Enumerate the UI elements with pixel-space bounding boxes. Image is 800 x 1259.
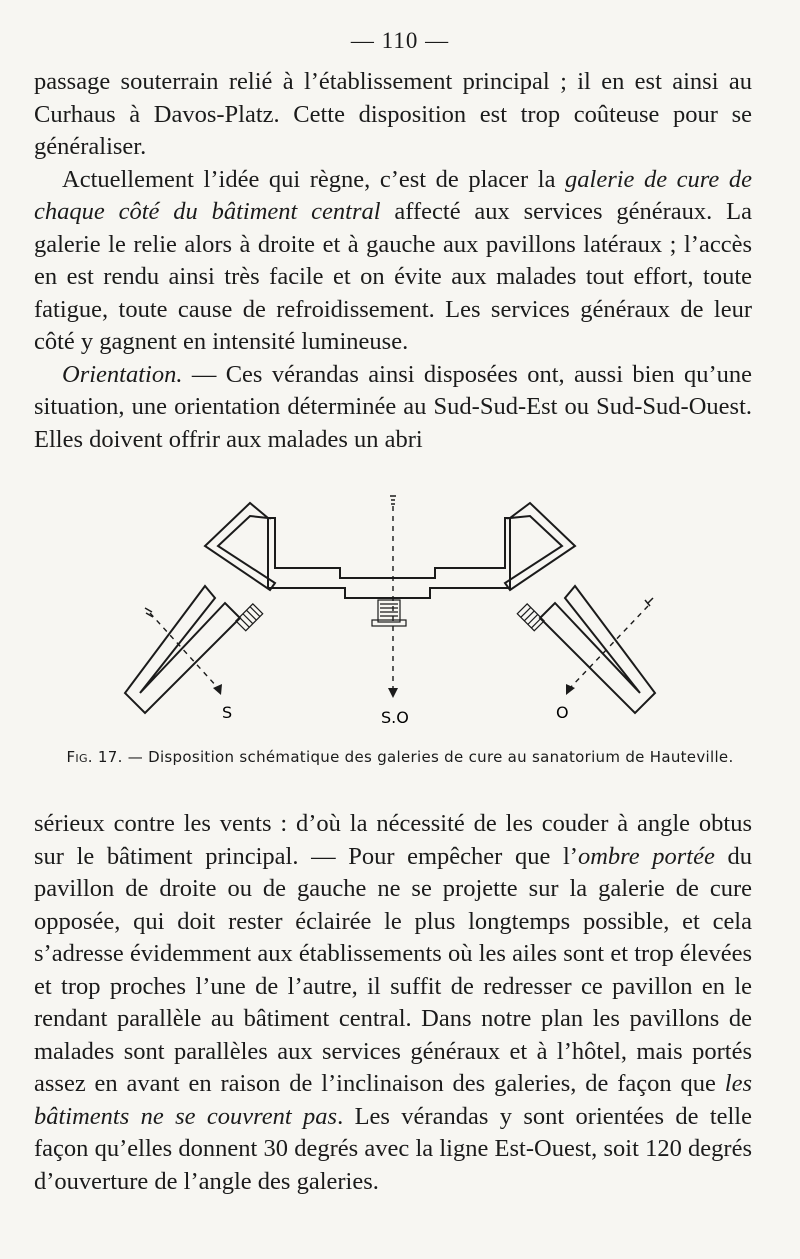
feather-center-icon [390,496,396,504]
text-block-top [34,66,752,456]
feather-right-icon [645,598,653,606]
paragraph-3-text: — Ces vérandas ainsi disposées ont, aussi bien qu’une situation, une orientation déterminée au Sud-Sud-Est ou Sud-Sud-Ouest. Elles doivent offrir aux malades un abri [34,360,752,453]
paragraph-4 [34,808,752,1198]
paragraph-4-emphasis-2: les bâtiments ne se couvrent pas [34,1070,752,1130]
left-wing-pavilion [125,586,240,713]
feather-left-icon [145,608,153,617]
paragraph-2 [34,164,752,359]
paragraph-1: passage souterrain relié à l’établissement principal ; il en est ainsi au Curhaus à Davos-Platz. Cette disposition est trop coûteuse pour se généraliser. [34,68,752,160]
paragraph-4-text-b: du pavillon de droite ou de gauche ne se projette sur la galerie de cure opposée, qui doit rester éclairée le plus longtemps possible, et cela s’adresse évidemment aux établissements où les ailes sont et trop élevées et trop proches l’une de l’autre, il suffit de redresser ce pavillon en le rendant parallèle au bâtiment central. Dans notre plan les pavillons de malades sont parallèles aux services généraux et à l’hôtel, mais portés assez en avant en raison de l’inclinaison des galeries, de façon que [34,842,753,1097]
arrowhead-left [213,684,222,695]
figure-caption-text: — Disposition schématique des galeries de cure au sanatorium de Hauteville. [122,748,734,766]
figure-17-diagram [100,488,700,733]
right-wing-pavilion [540,586,655,713]
right-gallery-upper [505,503,575,590]
arrowhead-right [566,684,575,695]
page-number: — 110 — [350,28,450,53]
paragraph-3-heading: Orientation. [62,360,183,388]
label-left: S [222,703,233,722]
galleries-plan-svg [100,488,700,733]
arrowhead-center [388,688,398,698]
left-gallery-upper [205,503,275,590]
text-block-bottom [34,808,752,1198]
central-building [268,518,510,598]
figure-caption-label: Fig. 17. [66,748,123,766]
stair-hatching [236,600,544,631]
paragraph-4-emphasis-1: ombre portée [577,842,715,870]
paragraph-4-text-a: sérieux contre les vents : d’où la nécessité de les couder à angle obtus sur le bâtiment principal. — Pour empêcher que l’ [34,810,752,870]
paragraph-2-emphasis: galerie de cure de chaque côté du bâtiment central [34,165,752,225]
paragraph-3 [34,359,752,457]
label-center: S.O [381,708,409,727]
paragraph-2-text-b: affecté aux services généraux. La galerie le relie alors à droite et à gauche aux pavillons latéraux ; l’accès en est rendu ainsi très facile et on évite aux malades tout effort, toute fatigue, toute cause de refroidissement. Les services généraux de leur côté y gagnent en intensité lumineuse. [34,198,752,355]
label-right: O [556,703,569,722]
figure-caption [60,746,740,768]
paragraph-2-text-a: Actuellement l’idée qui règne, c’est de placer la [62,165,566,193]
paragraph-4-text-c: . Les vérandas y sont orientées de telle façon qu’elles donnent 30 degrés avec la ligne Est-Ouest, soit 120 degrés d’ouverture de l’angle des galeries. [34,1102,752,1195]
